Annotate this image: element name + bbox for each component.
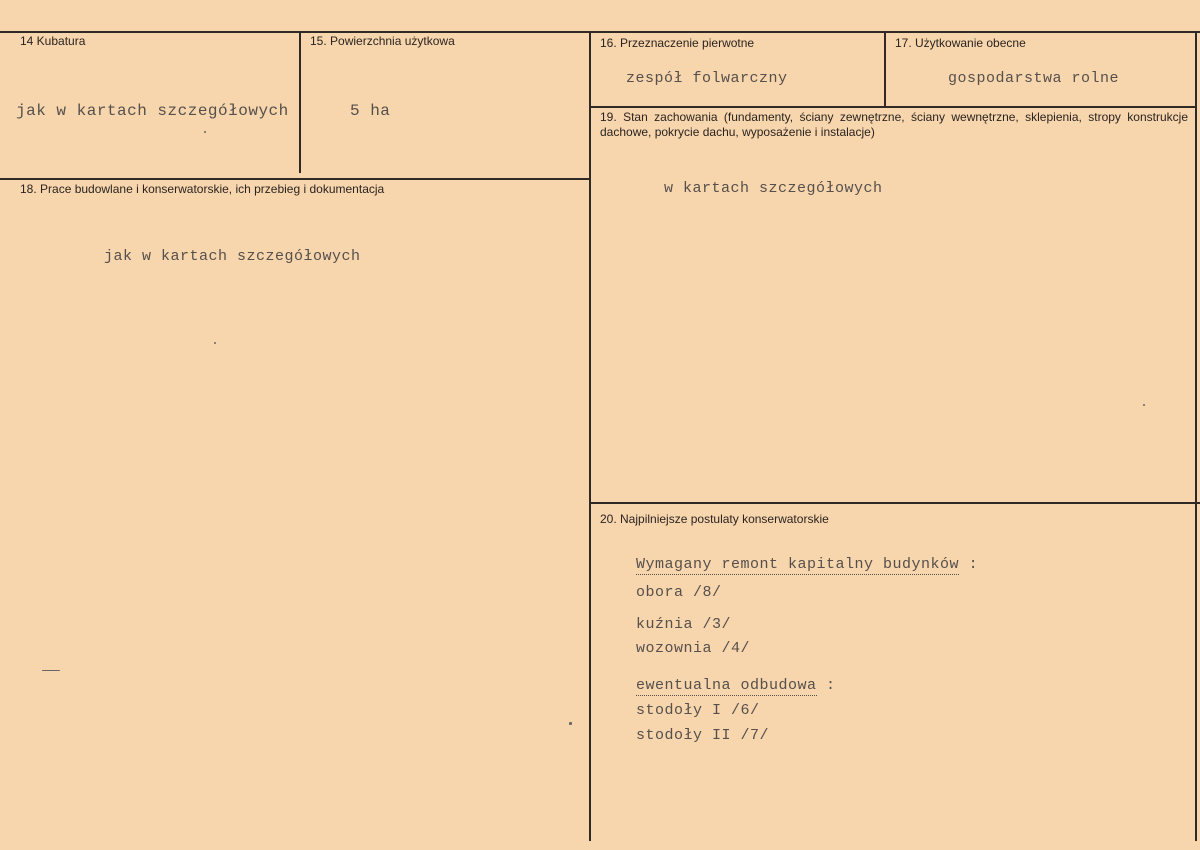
field-16-value: zespół folwarczny: [626, 70, 788, 87]
paper-speck: [42, 670, 60, 671]
paper-speck: [214, 342, 216, 344]
list-item: stodoły I /6/: [636, 702, 760, 719]
right-border: [1195, 31, 1197, 841]
field-19-value: w kartach szczegółowych: [664, 180, 883, 197]
field-15-label: 15. Powierzchnia użytkowa: [310, 34, 455, 48]
postulate-heading-2-suffix: :: [816, 677, 836, 694]
row-divider-left: [0, 178, 590, 180]
field-16-label: 16. Przeznaczenie pierwotne: [600, 36, 755, 50]
postulate-heading-1: [636, 556, 978, 573]
postulate-heading-2: [636, 677, 836, 694]
postulate-heading-2-text: ewentualna odbudowa: [636, 677, 817, 694]
field-18-label: 18. Prace budowlane i konserwatorskie, ich przebieg i dokumentacja: [20, 182, 385, 196]
paper-speck: [1143, 404, 1145, 406]
divider-16-17: [884, 31, 886, 106]
field-19-label: 19. Stan zachowania (fundamenty, ściany zewnętrzne, ściany wewnętrzne, sklepienia, stropy konstrukcje dachowe, pokrycie dachu, wyposażenie i instalacje): [600, 110, 1188, 139]
divider-left-right: [589, 31, 591, 841]
field-17-label: 17. Użytkowanie obecne: [895, 36, 1026, 50]
field-18-value: jak w kartach szczegółowych: [104, 248, 361, 265]
postulate-heading-1-text: Wymagany remont kapitalny budynków: [636, 556, 960, 573]
field-15-value: 5 ha: [350, 102, 391, 120]
postulate-heading-1-suffix: :: [959, 556, 979, 573]
list-item: stodoły II /7/: [636, 727, 770, 744]
list-item: obora /8/: [636, 584, 722, 601]
field-17-value: gospodarstwa rolne: [948, 70, 1120, 87]
field-14-value: jak w kartach szczegółowych: [16, 102, 289, 120]
paper-speck: [204, 131, 206, 133]
paper-speck: [569, 722, 572, 725]
list-item: wozownia /4/: [636, 640, 751, 657]
field-14-label: 14 Kubatura: [20, 34, 86, 48]
row-divider-right-mid: [590, 502, 1200, 504]
row-divider-right-top: [590, 106, 1196, 108]
field-20-label: 20. Najpilniejsze postulaty konserwatorskie: [600, 512, 829, 526]
divider-14-15: [299, 31, 301, 173]
top-border: [0, 31, 1200, 33]
list-item: kuźnia /3/: [636, 616, 732, 633]
